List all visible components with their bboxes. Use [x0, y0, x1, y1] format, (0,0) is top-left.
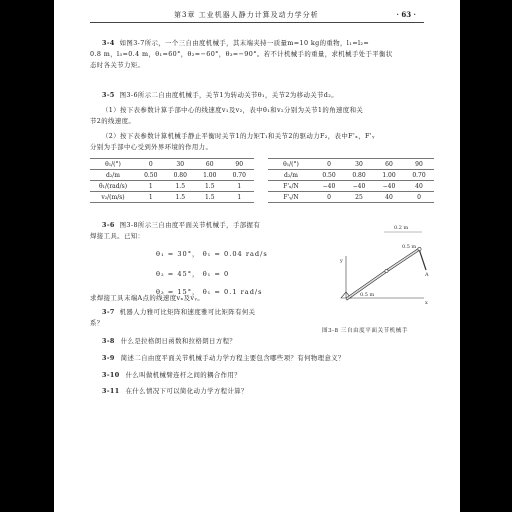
row-header-cell: F'ₓ/N	[268, 181, 314, 192]
row-header-cell: θ₁/(°)	[268, 159, 314, 170]
exercise-number: 3-6	[102, 221, 115, 229]
welding-tool	[419, 249, 426, 270]
given-equation: θ₁ = 30°， θ̇₁ = 0.04 rad/s	[156, 250, 268, 258]
sub-question-1: （1）按下表参数计算手部中心的线速度v₁及v₂，表中θ̇₁和v₂分别为关节1的角速度和关	[102, 106, 364, 114]
table-cell: 90	[404, 159, 434, 170]
table-cell: 0.70	[404, 170, 434, 181]
book-page	[54, 0, 460, 512]
chapter-title: 第3章 工业机器人静力计算及动力学分析	[174, 11, 319, 19]
table-cell: 0.50	[314, 170, 344, 181]
exercise-text: 在什么情况下可以简化动力学方程计算？	[125, 387, 248, 395]
table-cell: 1.00	[195, 170, 225, 181]
joint-2	[385, 269, 388, 272]
link-2	[386, 248, 420, 272]
exercise-3-8	[102, 336, 236, 345]
table-row	[268, 170, 434, 181]
table-cell: 60	[195, 159, 225, 170]
header-rule	[90, 22, 424, 23]
table-cell: 0.80	[344, 170, 374, 181]
exercise-3-10	[102, 370, 241, 379]
sub-question-2-cont: 分别为手部中心受到外界环境的作用力。	[90, 143, 213, 151]
robot-arm-figure	[324, 218, 434, 323]
row-header-cell: d₂/m	[90, 170, 136, 181]
point-a-label: A	[425, 272, 429, 278]
table-cell: 40	[404, 181, 434, 192]
exercise-text: 机器人力雅可比矩阵和速度雅可比矩阵有何关	[119, 308, 256, 316]
table-cell: 30	[344, 159, 374, 170]
exercise-text: 0.8 m，l₃=0.4 m，θ₁=60°，θ₂=−60°，θ₃=−90°。若不计机械手的重量，求机械手处于平衡状	[90, 50, 393, 58]
exercise-text: 焊接工具。已知：	[90, 232, 145, 240]
table-cell: 1.5	[195, 192, 225, 203]
given-equation: θ₃ = 15°， θ̇₁ = 0.1 rad/s	[156, 288, 263, 296]
table-cell: 0.80	[166, 170, 196, 181]
x-label: x	[425, 300, 428, 306]
table-cell: 0	[314, 159, 344, 170]
table-cell: 1	[136, 192, 166, 203]
figure-caption: 图3-8 三自由度平面关节机械手	[322, 328, 408, 334]
page-number: · 63 ·	[396, 10, 416, 19]
exercise-number: 3-4	[102, 39, 115, 47]
given-equation: θ₂ = 45°， θ̇₁ = 0	[156, 270, 230, 278]
table-cell: 1	[136, 181, 166, 192]
table-cell: 1	[225, 181, 255, 192]
table-row	[268, 159, 434, 170]
row-header-cell: F'ᵧ/N	[268, 192, 314, 203]
row-header-cell: θ₁/(°)	[90, 159, 136, 170]
table-row	[90, 192, 254, 203]
exercise-number: 3-8	[102, 337, 115, 345]
table-cell: −40	[374, 181, 404, 192]
exercise-text: 图3-6所示二自由度机械手，关节1为转动关节θ₁，关节2为移动关节d₂。	[119, 91, 339, 99]
running-header	[54, 7, 460, 21]
y-label: y	[340, 258, 343, 264]
table-row	[90, 170, 254, 181]
exercise-3-6-question: 求焊接工具末端A点的线速度vₓ及vᵧ。	[90, 294, 205, 302]
exercise-number: 3-7	[102, 308, 115, 316]
exercise-text: 系？	[90, 319, 104, 327]
table-cell: 0.70	[225, 170, 255, 181]
row-header-cell: v₂/(m/s)	[90, 192, 136, 203]
force-parameter-table	[268, 158, 434, 203]
table-cell: 1.5	[166, 181, 196, 192]
exercise-3-9	[102, 353, 345, 362]
velocity-parameter-table	[90, 158, 254, 203]
table-cell: 90	[225, 159, 255, 170]
exercise-3-5	[90, 90, 430, 153]
table-cell: 0	[404, 192, 434, 203]
table-row	[268, 192, 434, 203]
exercise-text: 图3-8所示三自由度平面关节机械手，手部握有	[119, 221, 261, 229]
exercise-text: 什么叫做机械臂连杆之间的耦合作用？	[125, 371, 242, 379]
table-cell: 1.5	[195, 181, 225, 192]
table-cell: 0	[314, 192, 344, 203]
table-cell: 1	[225, 192, 255, 203]
exercise-text: 如图3-7所示，一个三自由度机械手，其末端夹持一质量m=10 kg的重物，l₁=l₂=	[119, 39, 370, 47]
table-cell: 1.00	[374, 170, 404, 181]
table-cell: 1.5	[166, 192, 196, 203]
exercise-number: 3-9	[102, 354, 115, 362]
sub-question-2: （2）按下表参数计算机械手静止平衡时关节1的力矩T₁和关节2的驱动力F₂，表中F'ₓ，F'ᵧ	[102, 132, 375, 140]
table-row	[90, 159, 254, 170]
joint-3	[418, 247, 421, 250]
exercise-number: 3-5	[102, 91, 115, 99]
table-cell: 25	[344, 192, 374, 203]
exercise-3-11	[102, 386, 248, 395]
table-row	[268, 181, 434, 192]
sub-question-1-cont: 节2的线速度。	[90, 117, 136, 125]
table-cell: 30	[166, 159, 196, 170]
row-header-cell: θ̇₁/(rad/s)	[90, 181, 136, 192]
row-header-cell: d₂/m	[268, 170, 314, 181]
table-cell: −40	[344, 181, 374, 192]
dimension-label-mid: 0.5 m	[402, 244, 417, 250]
table-cell: 60	[374, 159, 404, 170]
exercise-text: 态时各关节力矩。	[90, 61, 145, 69]
dimension-label-bot: 0.5 m	[360, 292, 375, 298]
exercise-number: 3-11	[102, 387, 120, 395]
exercise-text: 什么是拉格朗日函数和拉格朗日方程？	[120, 337, 237, 345]
exercise-number: 3-10	[102, 371, 120, 379]
table-cell: 0.50	[136, 170, 166, 181]
exercise-3-4	[90, 38, 430, 71]
table-row	[90, 181, 254, 192]
exercise-text: 简述二自由度平面关节机械手动力学方程主要包含哪些项？有何物理意义？	[120, 354, 345, 362]
exercise-3-6	[90, 220, 320, 242]
table-cell: 0	[136, 159, 166, 170]
table-cell: −40	[314, 181, 344, 192]
exercise-3-7	[90, 307, 320, 329]
dimension-label-top: 0.2 m	[394, 225, 409, 231]
table-cell: 40	[374, 192, 404, 203]
